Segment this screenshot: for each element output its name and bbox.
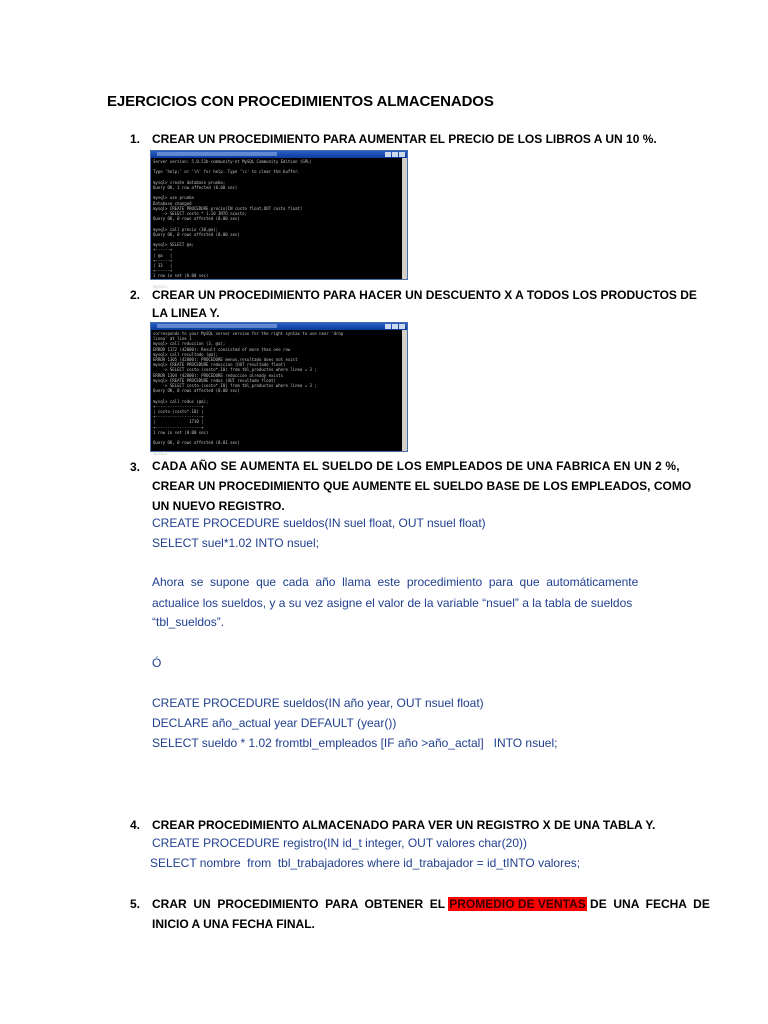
item-3-line-2: CREAR UN PROCEDIMIENTO QUE AUMENTE EL SUELDO BASE DE LOS EMPLEADOS, COMO [152,479,692,493]
item-2-number: 2. [130,288,141,302]
console-screenshot-2 [150,322,408,456]
item-5-line-2: INICIO A UNA FECHA FINAL. [152,917,315,931]
item-2-line-1: CREAR UN PROCEDIMIENTO PARA HACER UN DESCUENTO X A TODOS LOS PRODUCTOS DE [152,288,697,302]
item-3-paragraph-3: “tbl_sueldos”. [152,615,225,629]
console-screenshot-1 [150,150,408,289]
item-4-text: CREAR PROCEDIMIENTO ALMACENADO PARA VER UN REGISTRO X DE UNA TABLA Y. [152,818,656,832]
console-title-bar [151,323,407,330]
item-2-line-2: LA LINEA Y. [152,306,220,320]
item-3-paragraph-2: actualice los sueldos, y a su vez asigne el valor de la variable “nsuel” a la tabla de sueldos [152,596,633,610]
item-5-text-pre: CRAR UN PROCEDIMIENTO PARA OBTENER EL [152,897,449,911]
item-3-line-1: CADA AÑO SE AUMENTA EL SUELDO DE LOS EMPLEADOS DE UNA FABRICA EN UN 2 %, [152,459,680,473]
item-3-line-3: UN NUEVO REGISTRO. [152,499,285,513]
page-title: EJERCICIOS CON PROCEDIMIENTOS ALMACENADOS [107,93,494,110]
console-output: corresponds to your MySQL server version for the right syntax to use near 'drop linea' at line 1 mysql> call reduccion (3, @a); ERROR 1172 (42000): Result consisted of more than one row mysql> call resultado (@a); ERROR 1305 (42000): PROCEDURE menus.resultado does not exist mysql> CREATE PROCEDURE reduccion (OUT resultado float) -> SELECT costo-(costo*.10) from tbl_productos where linea = 3 ; ERROR 1304 (42000): PROCEDURE reduccion already exists mysql> CREATE PROCEDURE redus (OUT resultado float) -> SELECT costo-(costo*.10) from tbl_productos where linea = 3 ; Query OK, 0 rows affected (0.00 sec) mysql> call redus (@a); +-------------------+ | costo-(costo*.10) | +-------------------+ | 1710 | +-------------------+ 1 row in set (0.00 sec) Query OK, 0 rows affected (0.01 sec) mysql> [153,331,344,456]
item-5-text-post: DE UNA FECHA DE [586,897,710,911]
console-output: Server version: 5.0.51b-community-nt MySQL Community Edition (GPL) Type 'help;' or '\h' for help. Type '\c' to clear the buffer. mysql> create database prueba; Query OK, 1 row affected (0.00 sec) mysql> use prueba Database changed mysql> CREATE PROCEDURE precio(IN costo float,OUT costo float) -> SELECT costo * 1.10 INTO ncosto; Query OK, 0 rows affected (0.00 sec) mysql> call precio (30,@a); Query OK, 0 rows affected (0.00 sec) mysql> SELECT @a; +------+ | @a | +------+ | 33 | +------+ 1 row in set (0.00 sec) mysql> [153,159,312,289]
item-4-code-1: CREATE PROCEDURE registro(IN id_t integer, OUT valores char(20)) [152,836,527,850]
item-1-text: CREAR UN PROCEDIMIENTO PARA AUMENTAR EL PRECIO DE LOS LIBROS A UN 10 %. [152,132,657,146]
item-3-code-2: SELECT suel*1.02 INTO nsuel; [152,536,319,550]
item-3-code-4: DECLARE año_actual year DEFAULT (year()) [152,716,397,730]
console-title-bar [151,151,407,158]
item-3-or: Ó [152,656,162,670]
console-scrollbar [402,158,407,279]
item-3-code-3: CREATE PROCEDURE sueldos(IN año year, OUT nsuel float) [152,696,484,710]
item-4-code-2: SELECT nombre from tbl_trabajadores where id_trabajador = id_tINTO valores; [150,856,581,870]
highlighted-phrase: PROMEDIO DE VENTAS [449,897,586,911]
item-3-code-1: CREATE PROCEDURE sueldos(IN suel float, OUT nsuel float) [152,516,486,530]
item-3-number: 3. [130,460,141,474]
item-3-paragraph-1: Ahora se supone que cada año llama este procedimiento para que automáticamente [152,575,639,589]
item-4-number: 4. [130,818,141,832]
item-1-number: 1. [130,132,141,146]
console-scrollbar [402,330,407,451]
item-5-number: 5. [130,897,141,911]
item-5-line-1 [152,894,710,914]
item-3-code-5: SELECT sueldo * 1.02 fromtbl_empleados [IF año >año_actal] INTO nsuel; [152,736,558,750]
